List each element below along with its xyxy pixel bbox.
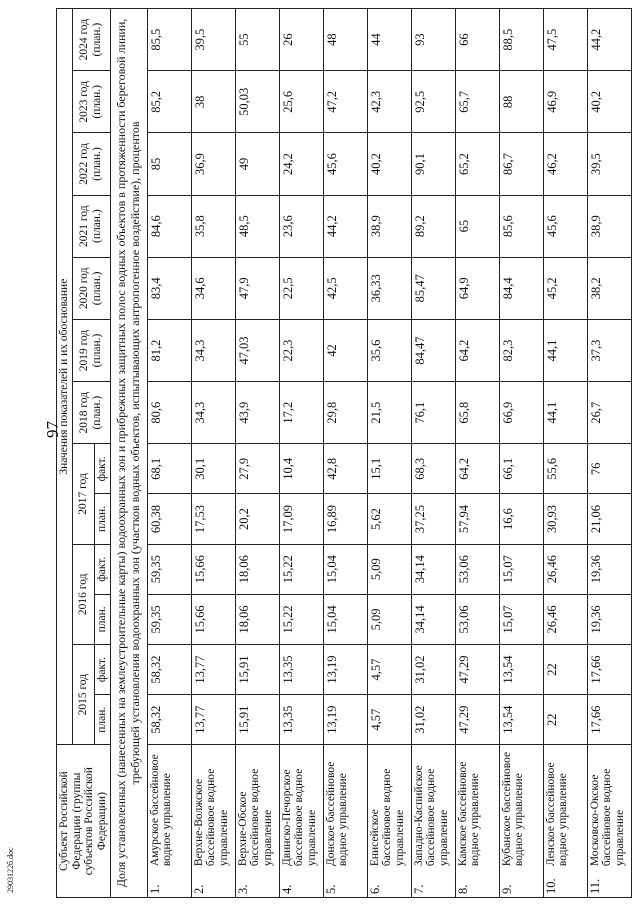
value-cell: 93	[411, 9, 455, 71]
value-cell: 58,32	[147, 644, 191, 694]
value-cell: 88	[499, 71, 543, 133]
year-header: 2021 год (план.)	[72, 195, 110, 257]
value-cell: 15,07	[499, 594, 543, 644]
value-cell: 84,47	[411, 319, 455, 381]
row-number: 10.	[543, 869, 587, 897]
table-row	[543, 9, 587, 898]
table-row	[235, 9, 279, 898]
value-cell: 15,66	[191, 544, 235, 594]
values-group-header: Значения показателей и их обоснование	[57, 9, 73, 745]
indicator-caption: Доля установленных (нанесенных на землеустроительные карты) водоохранных зон и прибрежных защитных полос водных объектов в протяженности береговой линии, требующей установления водоохранных зон (участков водных объектов, испытывающих антропогенное воздействие), процентов	[110, 9, 147, 898]
value-cell: 85,47	[411, 257, 455, 319]
document-filename: 2903122б.doc	[6, 847, 15, 893]
value-cell: 5,09	[367, 544, 411, 594]
value-cell: 21,06	[587, 494, 631, 544]
value-cell: 44,1	[543, 319, 587, 381]
subject-name: Камское бассейновое водное управление	[455, 745, 499, 869]
value-cell: 5,09	[367, 594, 411, 644]
value-cell: 83,4	[147, 257, 191, 319]
value-cell: 25,6	[279, 71, 323, 133]
value-cell: 24,2	[279, 133, 323, 195]
value-cell: 22,5	[279, 257, 323, 319]
value-cell: 40,2	[367, 133, 411, 195]
value-cell: 13,35	[279, 695, 323, 745]
value-cell: 44,2	[323, 195, 367, 257]
value-cell: 48,5	[235, 195, 279, 257]
value-cell: 86,7	[499, 133, 543, 195]
value-cell: 84,6	[147, 195, 191, 257]
subject-header: Субъект Российской Федерации (группы субъектов Российской Федерации)	[57, 745, 111, 898]
value-cell: 35,6	[367, 319, 411, 381]
value-cell: 47,5	[543, 9, 587, 71]
value-cell: 65,2	[455, 133, 499, 195]
value-cell: 13,19	[323, 695, 367, 745]
table-row	[367, 9, 411, 898]
indicator-table	[56, 8, 632, 898]
caption-row	[110, 9, 147, 898]
value-cell: 89,2	[411, 195, 455, 257]
header-row-1	[57, 9, 73, 898]
subject-name: Амурское бассейновое водное управление	[147, 745, 191, 869]
row-number: 9.	[499, 869, 543, 897]
value-cell: 42,3	[367, 71, 411, 133]
value-cell: 47,29	[455, 695, 499, 745]
value-cell: 65,7	[455, 71, 499, 133]
value-cell: 15,91	[235, 695, 279, 745]
value-cell: 82,3	[499, 319, 543, 381]
value-cell: 53,06	[455, 594, 499, 644]
table-row	[191, 9, 235, 898]
value-cell: 65,8	[455, 382, 499, 444]
value-cell: 10,4	[279, 444, 323, 494]
value-cell: 26,7	[587, 382, 631, 444]
value-cell: 15,91	[235, 644, 279, 694]
value-cell: 4,57	[367, 644, 411, 694]
fact-header: факт.	[94, 444, 110, 494]
plan-header: план.	[94, 494, 110, 544]
value-cell: 49	[235, 133, 279, 195]
table-row	[455, 9, 499, 898]
value-cell: 15,04	[323, 544, 367, 594]
value-cell: 66,9	[499, 382, 543, 444]
subject-name: Верхне-Волжское бассейновое водное управление	[191, 745, 235, 869]
value-cell: 64,2	[455, 444, 499, 494]
value-cell: 47,2	[323, 71, 367, 133]
value-cell: 59,35	[147, 544, 191, 594]
value-cell: 17,09	[279, 494, 323, 544]
value-cell: 92,5	[411, 71, 455, 133]
value-cell: 26	[279, 9, 323, 71]
value-cell: 17,66	[587, 695, 631, 745]
value-cell: 13,54	[499, 695, 543, 745]
subject-name: Донское бассейновое водное управление	[323, 745, 367, 869]
row-number: 8.	[455, 869, 499, 897]
value-cell: 29,8	[323, 382, 367, 444]
value-cell: 17,2	[279, 382, 323, 444]
fact-header: факт.	[94, 544, 110, 594]
value-cell: 13,77	[191, 695, 235, 745]
value-cell: 65	[455, 195, 499, 257]
value-cell: 39,5	[191, 9, 235, 71]
value-cell: 13,77	[191, 644, 235, 694]
subject-name: Кубанское бассейновое водное управление	[499, 745, 543, 869]
value-cell: 44	[367, 9, 411, 71]
subject-name: Двинско-Печорское бассейновое водное управление	[279, 745, 323, 869]
value-cell: 17,66	[587, 644, 631, 694]
value-cell: 15,66	[191, 594, 235, 644]
value-cell: 15,04	[323, 594, 367, 644]
value-cell: 43,9	[235, 382, 279, 444]
value-cell: 16,6	[499, 494, 543, 544]
value-cell: 38	[191, 71, 235, 133]
value-cell: 64,9	[455, 257, 499, 319]
value-cell: 18,06	[235, 594, 279, 644]
value-cell: 38,9	[367, 195, 411, 257]
year-header: 2017 год	[72, 444, 94, 544]
value-cell: 48	[323, 9, 367, 71]
value-cell: 34,6	[191, 257, 235, 319]
value-cell: 15,1	[367, 444, 411, 494]
value-cell: 44,2	[587, 9, 631, 71]
value-cell: 38,2	[587, 257, 631, 319]
value-cell: 19,36	[587, 544, 631, 594]
subject-name: Верхне-Обское бассейновое водное управление	[235, 745, 279, 869]
value-cell: 57,94	[455, 494, 499, 544]
value-cell: 13,35	[279, 644, 323, 694]
value-cell: 36,9	[191, 133, 235, 195]
rotated-table-container	[56, 8, 626, 898]
value-cell: 21,5	[367, 382, 411, 444]
value-cell: 64,2	[455, 319, 499, 381]
subject-name: Ленское бассейновое водное управление	[543, 745, 587, 869]
value-cell: 34,3	[191, 319, 235, 381]
value-cell: 5,62	[367, 494, 411, 544]
value-cell: 68,1	[147, 444, 191, 494]
value-cell: 85,5	[147, 9, 191, 71]
value-cell: 37,25	[411, 494, 455, 544]
value-cell: 85,6	[499, 195, 543, 257]
value-cell: 35,8	[191, 195, 235, 257]
value-cell: 46,2	[543, 133, 587, 195]
value-cell: 4,57	[367, 695, 411, 745]
row-number: 1.	[147, 869, 191, 897]
year-header: 2016 год	[72, 544, 94, 644]
year-header: 2019 год (план.)	[72, 319, 110, 381]
row-number: 2.	[191, 869, 235, 897]
value-cell: 45,6	[543, 195, 587, 257]
value-cell: 42	[323, 319, 367, 381]
value-cell: 90,1	[411, 133, 455, 195]
value-cell: 27,9	[235, 444, 279, 494]
value-cell: 47,9	[235, 257, 279, 319]
value-cell: 22,3	[279, 319, 323, 381]
value-cell: 17,53	[191, 494, 235, 544]
value-cell: 19,36	[587, 594, 631, 644]
value-cell: 38,9	[587, 195, 631, 257]
year-header: 2022 год (план.)	[72, 133, 110, 195]
plan-header: план.	[94, 594, 110, 644]
value-cell: 18,06	[235, 544, 279, 594]
table-row	[587, 9, 631, 898]
value-cell: 22	[543, 644, 587, 694]
value-cell: 81,2	[147, 319, 191, 381]
value-cell: 22	[543, 695, 587, 745]
value-cell: 39,5	[587, 133, 631, 195]
subject-name: Московско-Окское бассейновое водное управление	[587, 745, 631, 869]
value-cell: 55,6	[543, 444, 587, 494]
value-cell: 20,2	[235, 494, 279, 544]
table-row	[147, 9, 191, 898]
value-cell: 26,46	[543, 544, 587, 594]
value-cell: 26,46	[543, 594, 587, 644]
subject-name: Енисейское бассейновое водное управление	[367, 745, 411, 869]
table-row	[499, 9, 543, 898]
value-cell: 88,5	[499, 9, 543, 71]
value-cell: 46,9	[543, 71, 587, 133]
row-number: 5.	[323, 869, 367, 897]
value-cell: 45,6	[323, 133, 367, 195]
value-cell: 23,6	[279, 195, 323, 257]
value-cell: 16,89	[323, 494, 367, 544]
table-row	[279, 9, 323, 898]
table-row	[411, 9, 455, 898]
value-cell: 80,6	[147, 382, 191, 444]
row-number: 11.	[587, 869, 631, 897]
fact-header: факт.	[94, 644, 110, 694]
value-cell: 42,5	[323, 257, 367, 319]
year-header: 2023 год (план.)	[72, 71, 110, 133]
row-number: 6.	[367, 869, 411, 897]
table-row	[323, 9, 367, 898]
value-cell: 44,1	[543, 382, 587, 444]
year-header: 2015 год	[72, 644, 94, 744]
page-number: 97	[43, 421, 62, 438]
value-cell: 15,22	[279, 594, 323, 644]
row-number: 3.	[235, 869, 279, 897]
value-cell: 31,02	[411, 644, 455, 694]
year-header: 2020 год (план.)	[72, 257, 110, 319]
value-cell: 85	[147, 133, 191, 195]
value-cell: 34,3	[191, 382, 235, 444]
value-cell: 45,2	[543, 257, 587, 319]
value-cell: 58,32	[147, 695, 191, 745]
value-cell: 40,2	[587, 71, 631, 133]
value-cell: 66	[455, 9, 499, 71]
value-cell: 42,8	[323, 444, 367, 494]
value-cell: 30,1	[191, 444, 235, 494]
plan-header: план.	[94, 695, 110, 745]
value-cell: 66,1	[499, 444, 543, 494]
value-cell: 47,03	[235, 319, 279, 381]
value-cell: 50,03	[235, 71, 279, 133]
value-cell: 47,29	[455, 644, 499, 694]
year-header: 2018 год (план.)	[72, 382, 110, 444]
value-cell: 30,93	[543, 494, 587, 544]
year-header: 2024 год (план.)	[72, 9, 110, 71]
value-cell: 59,35	[147, 594, 191, 644]
value-cell: 34,14	[411, 594, 455, 644]
value-cell: 34,14	[411, 544, 455, 594]
value-cell: 76,1	[411, 382, 455, 444]
value-cell: 60,38	[147, 494, 191, 544]
value-cell: 84,4	[499, 257, 543, 319]
value-cell: 31,02	[411, 695, 455, 745]
subject-name: Западно-Каспийское бассейновое водное управление	[411, 745, 455, 869]
value-cell: 76	[587, 444, 631, 494]
value-cell: 36,33	[367, 257, 411, 319]
value-cell: 15,07	[499, 544, 543, 594]
value-cell: 53,06	[455, 544, 499, 594]
value-cell: 15,22	[279, 544, 323, 594]
value-cell: 13,19	[323, 644, 367, 694]
row-number: 7.	[411, 869, 455, 897]
row-number: 4.	[279, 869, 323, 897]
value-cell: 55	[235, 9, 279, 71]
value-cell: 85,2	[147, 71, 191, 133]
value-cell: 37,3	[587, 319, 631, 381]
value-cell: 68,3	[411, 444, 455, 494]
value-cell: 13,54	[499, 644, 543, 694]
